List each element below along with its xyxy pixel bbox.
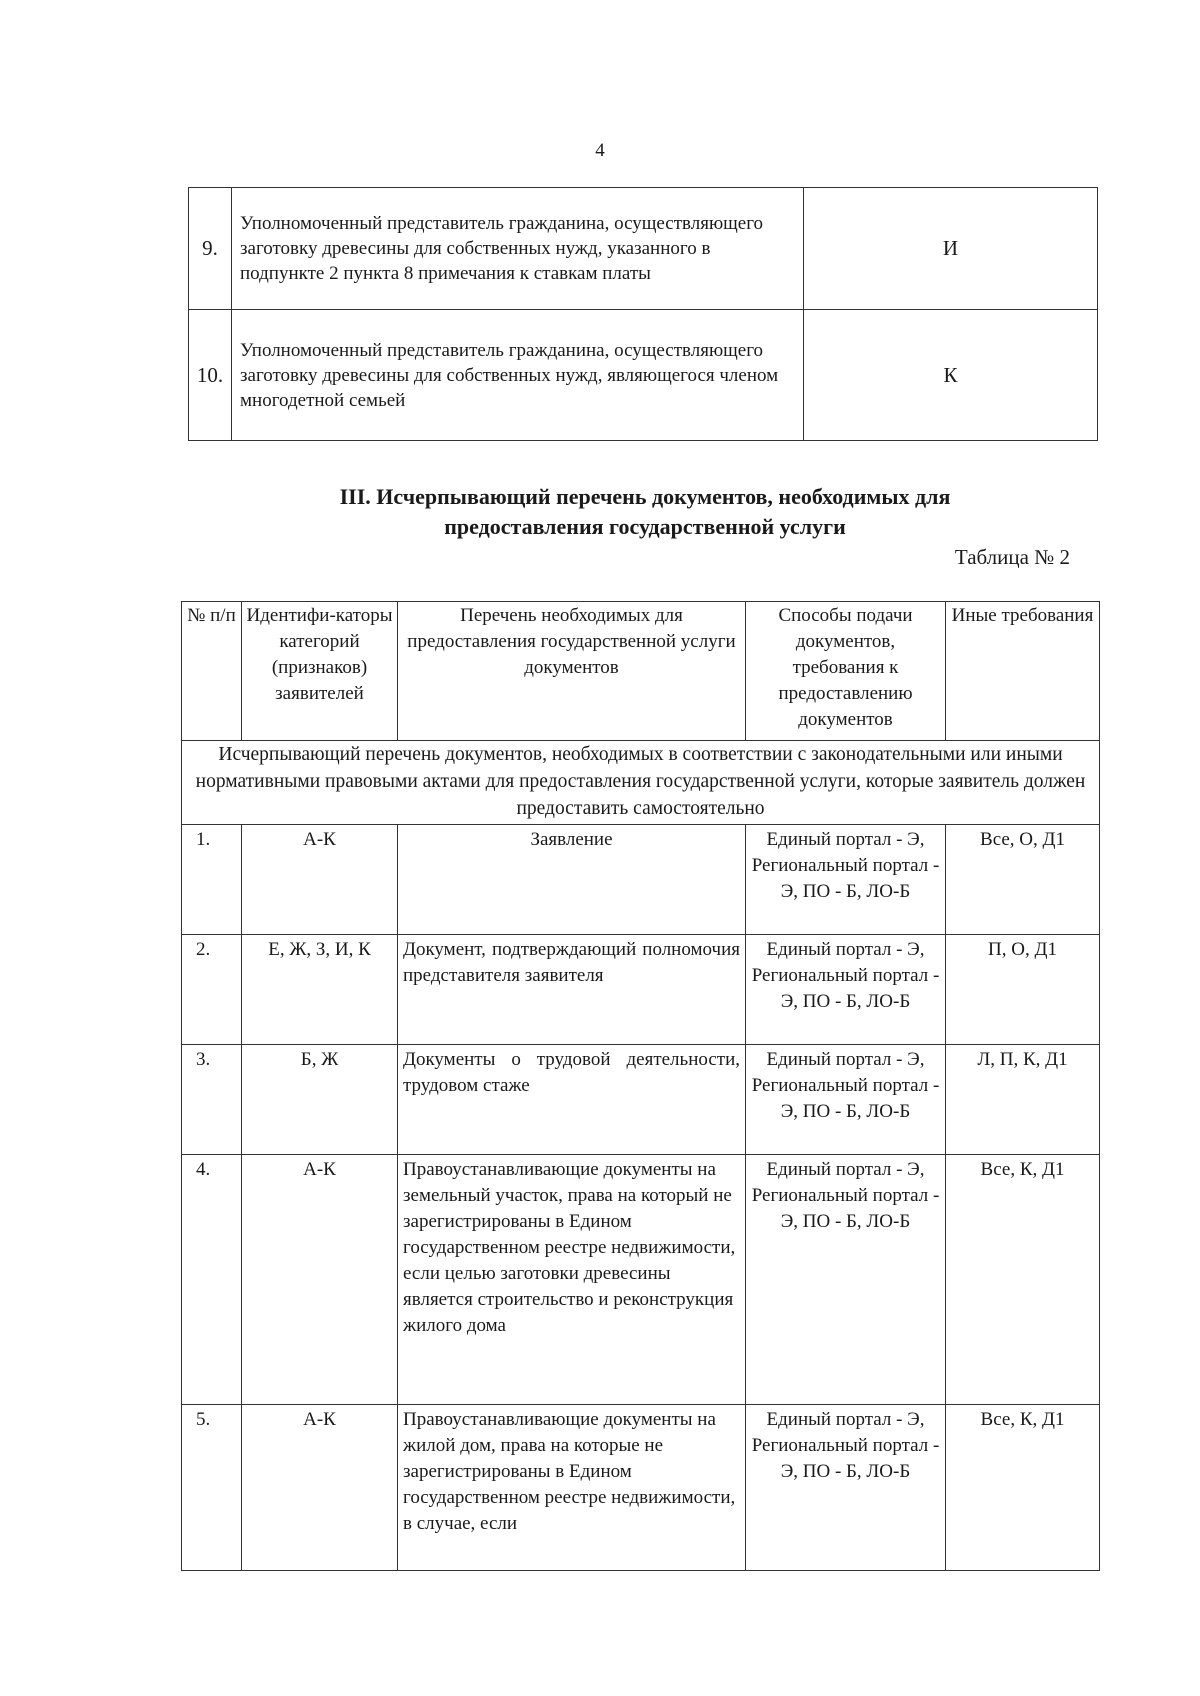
row-method: Единый портал - Э, Региональный портал - Э, ПО - Б, ЛО-Б [746, 1155, 946, 1405]
section-title-line: предоставления государственной услуги [444, 514, 846, 539]
row-other: П, О, Д1 [946, 935, 1100, 1045]
table-row [182, 1405, 1100, 1571]
row-method: Единый портал - Э, Региональный портал - Э, ПО - Б, ЛО-Б [746, 1045, 946, 1155]
table-label: Таблица № 2 [954, 545, 1070, 569]
row-identifiers: Е, Ж, З, И, К [242, 935, 398, 1045]
table-row [182, 1155, 1100, 1405]
section-title-line: III. Исчерпывающий перечень документов, необходимых для [339, 484, 951, 509]
category-description: Уполномоченный представитель гражданина, осуществляющего заготовку древесины для собственных нужд, являющегося членом многодетной семьей [232, 310, 804, 441]
row-number: 4. [182, 1155, 242, 1405]
row-method: Единый портал - Э, Региональный портал - Э, ПО - Б, ЛО-Б [746, 935, 946, 1045]
category-code: К [804, 310, 1098, 441]
header-documents: Перечень необходимых для предоставления государственной услуги документов [398, 602, 746, 741]
category-description: Уполномоченный представитель гражданина, осуществляющего заготовку древесины для собственных нужд, указанного в подпункте 2 пункта 8 примечания к ставкам платы [232, 188, 804, 310]
page-number: 4 [595, 140, 605, 161]
applicant-categories-table-continuation [188, 187, 1098, 441]
row-document: Правоустанавливающие документы на жилой дом, права на которые не зарегистрированы в Едином государственном реестре недвижимости, в случае, если [398, 1405, 746, 1571]
row-number: 5. [182, 1405, 242, 1571]
table-row [182, 825, 1100, 935]
row-method: Единый портал - Э, Региональный портал - Э, ПО - Б, ЛО-Б [746, 825, 946, 935]
table-row [182, 935, 1100, 1045]
row-document: Документы о трудовой деятельности, трудовом стаже [398, 1045, 746, 1155]
header-other-requirements: Иные требования [946, 602, 1100, 741]
header-submission-methods: Способы подачи документов, требования к предоставлению документов [746, 602, 946, 741]
row-document: Заявление [398, 825, 746, 935]
row-other: Все, К, Д1 [946, 1405, 1100, 1571]
row-other: Все, К, Д1 [946, 1155, 1100, 1405]
row-identifiers: А-К [242, 1405, 398, 1571]
table-row [189, 310, 1098, 441]
section-title [190, 482, 1100, 542]
row-number: 1. [182, 825, 242, 935]
table-row [182, 1045, 1100, 1155]
row-other: Л, П, К, Д1 [946, 1045, 1100, 1155]
header-identifiers: Идентифи-каторы категорий (признаков) заявителей [242, 602, 398, 741]
row-document: Документ, подтверждающий полномочия представителя заявителя [398, 935, 746, 1045]
row-document: Правоустанавливающие документы на земельный участок, права на который не зарегистрированы в Едином государственном реестре недвижимости, если целью заготовки древесины является строительство и реконструкция жилого дома [398, 1155, 746, 1405]
row-identifiers: Б, Ж [242, 1045, 398, 1155]
row-method: Единый портал - Э, Региональный портал - Э, ПО - Б, ЛО-Б [746, 1405, 946, 1571]
header-row [182, 602, 1100, 741]
row-number: 2. [182, 935, 242, 1045]
category-code: И [804, 188, 1098, 310]
subheader-row [182, 741, 1100, 825]
row-identifiers: А-К [242, 1155, 398, 1405]
row-number: 3. [182, 1045, 242, 1155]
row-number: 9. [189, 188, 232, 310]
row-identifiers: А-К [242, 825, 398, 935]
required-documents-table [181, 601, 1100, 1571]
row-other: Все, О, Д1 [946, 825, 1100, 935]
table-row [189, 188, 1098, 310]
subheader-text: Исчерпывающий перечень документов, необходимых в соответствии с законодательными или иными нормативными правовыми актами для предоставления государственной услуги, которые заявитель должен предоставить самостоятельно [182, 741, 1100, 825]
row-number: 10. [189, 310, 232, 441]
header-num: № п/п [182, 602, 242, 741]
